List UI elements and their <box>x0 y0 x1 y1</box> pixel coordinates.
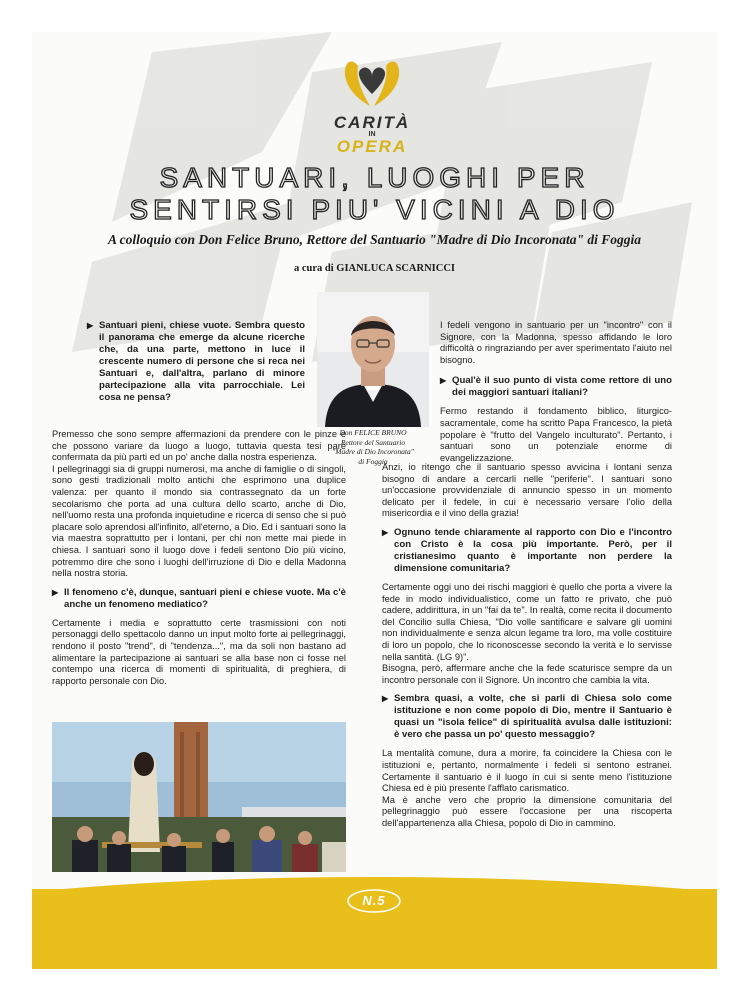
answer-4-paragraph-1: Certamente oggi uno dei rischi maggiori è quello che porta a vivere la fede in modo individualistico, come un fatto re privato, che può cadere, addirittura, in un "fai da te". In realtà, come recita il documento del Concilio sulla Chiesa, "Dio volle santificare e salvare gli uomini non individualmente e senza alcun legame tra loro, ma volle costituire di loro un popolo, che lo riconoscesse secondo la verità e lo servisse nella santità. (LG 9)". <box>382 581 672 662</box>
answer-continuation: I fedeli vengono in santuario per un "incontro" con il Signore, con la Madonna, spesso affidando le loro difficoltà o ringraziando per aver sperimentato l'aiuto nel bisogno. <box>440 320 672 365</box>
bullet-arrow-icon: ▶ <box>440 376 447 386</box>
article-title <box>52 162 697 226</box>
question-5-text: Sembra quasi, a volte, che si parli di Chiesa solo come istituzione e non come popolo di Dio, mentre il Santuario è quasi un "isola felice" di spiritualità avulsa dalle istituzioni: è vero che passa un po' questo messaggio? <box>394 693 672 741</box>
question-4-text: Ognuno tende chiaramente al rapporto con Dio e l'incontro con Cristo è la cosa più importante. Però, per il cristianesimo quanto è importante non perdere la dimensione comunitaria? <box>394 526 672 574</box>
caption-line-3: "Madre di Dio Incoronata" <box>332 447 414 456</box>
question-2-text: Il fenomeno c'è, dunque, santuari pieni e chiese vuote. Ma c'è anche un fenomeno mediatico? <box>64 586 346 610</box>
caption-line-2: Rettore del Santuario <box>340 437 406 447</box>
question-3 <box>440 375 672 399</box>
title-line-2: SENTIRSI PIU' VICINI A DIO <box>129 194 620 225</box>
answer-1-paragraph-1: Premesso che sono sempre affermazioni da prendere con le pinze e che possono variare da luogo a luogo, tuttavia questa tesi pare confermata da più parti ed un po' anche dalla nostra esperienza. <box>52 429 346 463</box>
portrait-photo <box>317 292 429 427</box>
question-1 <box>87 320 305 404</box>
article-byline: a cura di GIANLUCA SCARNICCI <box>293 263 456 274</box>
left-column-intro <box>87 320 305 411</box>
logo-line-in: IN <box>368 131 376 138</box>
bullet-arrow-icon: ▶ <box>382 527 389 537</box>
bullet-arrow-icon: ▶ <box>52 587 59 597</box>
title-line-1: SANTUARI, LUOGHI PER <box>159 162 590 193</box>
bullet-arrow-icon: ▶ <box>87 321 94 330</box>
bullet-arrow-icon: ▶ <box>382 694 389 704</box>
issue-number-badge <box>344 887 404 915</box>
caption-line-4: di Foggia <box>358 456 388 466</box>
question-1-text: Santuari pieni, chiese vuote. Sembra questo il panorama che emerge da alcune ricerche che, da una parte, mettono in luce il crescente numero di persone che si reca nei Santuari e, dall'altra, parlano di minore partecipazione alla vita parrocchiale. Lei cosa ne pensa? <box>99 320 305 403</box>
left-column-body <box>52 429 346 694</box>
caption-line-1: Don FELICE BRUNO <box>339 428 407 437</box>
article-subtitle: A colloquio con Don Felice Bruno, Rettore del Santuario "Madre di Dio Incoronata" di Foggia <box>108 232 641 247</box>
answer-5-paragraph-1: La mentalità comune, dura a morire, fa coincidere la Chiesa con le istituzioni e, pertanto, normalmente i fedeli si sentono estranei. Certamente il santuario è il luogo in cui si sente meno l'istituzione Chiesa ed è più presente l'afflato carismatico. <box>382 748 672 794</box>
question-4 <box>382 527 672 575</box>
right-column-body <box>382 462 672 836</box>
answer-2: Certamente i media e soprattutto certe trasmissioni con noti personaggi dello spettacolo danno un input molto forte ai pellegrinaggi, rendono il posto "trend", di "tendenza...", ma da soli non bastano ad alimentare la partecipazione ai santuari se alla base non ci fosse nel contempo una ricerca di momenti di spiritualità, di preghiera, di rapporto personale con Dio. <box>52 617 346 686</box>
answer-3-paragraph-1: Fermo restando il fondamento biblico, liturgico-sacramentale, come ha scritto Papa Francesco, la pietà popolare è "frutto del Vangelo inculturato". Pertanto, i santuari sono un potenziale enorme di evangelizzazione. <box>440 406 672 463</box>
logo-line-opera: OPERA <box>336 137 408 156</box>
question-5 <box>382 693 672 741</box>
answer-4-paragraph-2: Bisogna, però, affermare anche che la fede scaturisce sempre da un incontro personale con il Signore. Un incontro che cambia la vita. <box>382 663 672 685</box>
logo-line-carita: CARITÀ <box>333 113 411 132</box>
issue-number: N.5 <box>362 893 386 908</box>
carita-in-opera-logo <box>317 56 427 155</box>
answer-5-paragraph-2: Ma è anche vero che proprio la dimensione comunitaria del pellegrinaggio può essere l'occasione per una riscoperta dell'appartenenza alla Chiesa, popolo di Dio in cammino. <box>382 794 672 828</box>
answer-3-paragraph-2: Anzi, io ritengo che il santuario spesso avvicina i lontani senza bisogno di andare a cercarli nelle "periferie". I santuari sono un'occasione provvidenziale di annuncio spesso in un momento delicato per il fedele, in cui è necessario versare l'olio della misericordia e il vino della grazia! <box>382 462 672 519</box>
hands-heart-icon <box>340 56 404 108</box>
magazine-page <box>32 32 717 969</box>
procession-photo <box>52 722 346 872</box>
question-2 <box>52 587 346 611</box>
question-3-text: Qual'è il suo punto di vista come rettore di uno dei maggiori santuari italiani? <box>452 375 672 399</box>
answer-1-paragraph-2: I pellegrinaggi sia di gruppi numerosi, ma anche di famiglie o di singoli, sono gesti tradizionali molto antichi che esprimono una duplice valenza: per quanto il mondo sia contrassegnato da un forte secolarismo che porta ad una cultura dello scarto, anche di Dio, nell'uomo resta una profonda inquietudine e ricerca di senso che si può placare solo aprendosi all'infinito, all'eterno, a Dio. Ed i santuari sono la via maestra soprattutto per i lontani, per chi non mette mai piede in chiesa. I santuari sono il luogo dove i fedeli sentono Dio più vicino, potremmo dire che sono i luoghi dell'irruzione di Dio e della Madonna nella nostra storia. <box>52 463 346 579</box>
right-column-intro <box>440 320 672 464</box>
